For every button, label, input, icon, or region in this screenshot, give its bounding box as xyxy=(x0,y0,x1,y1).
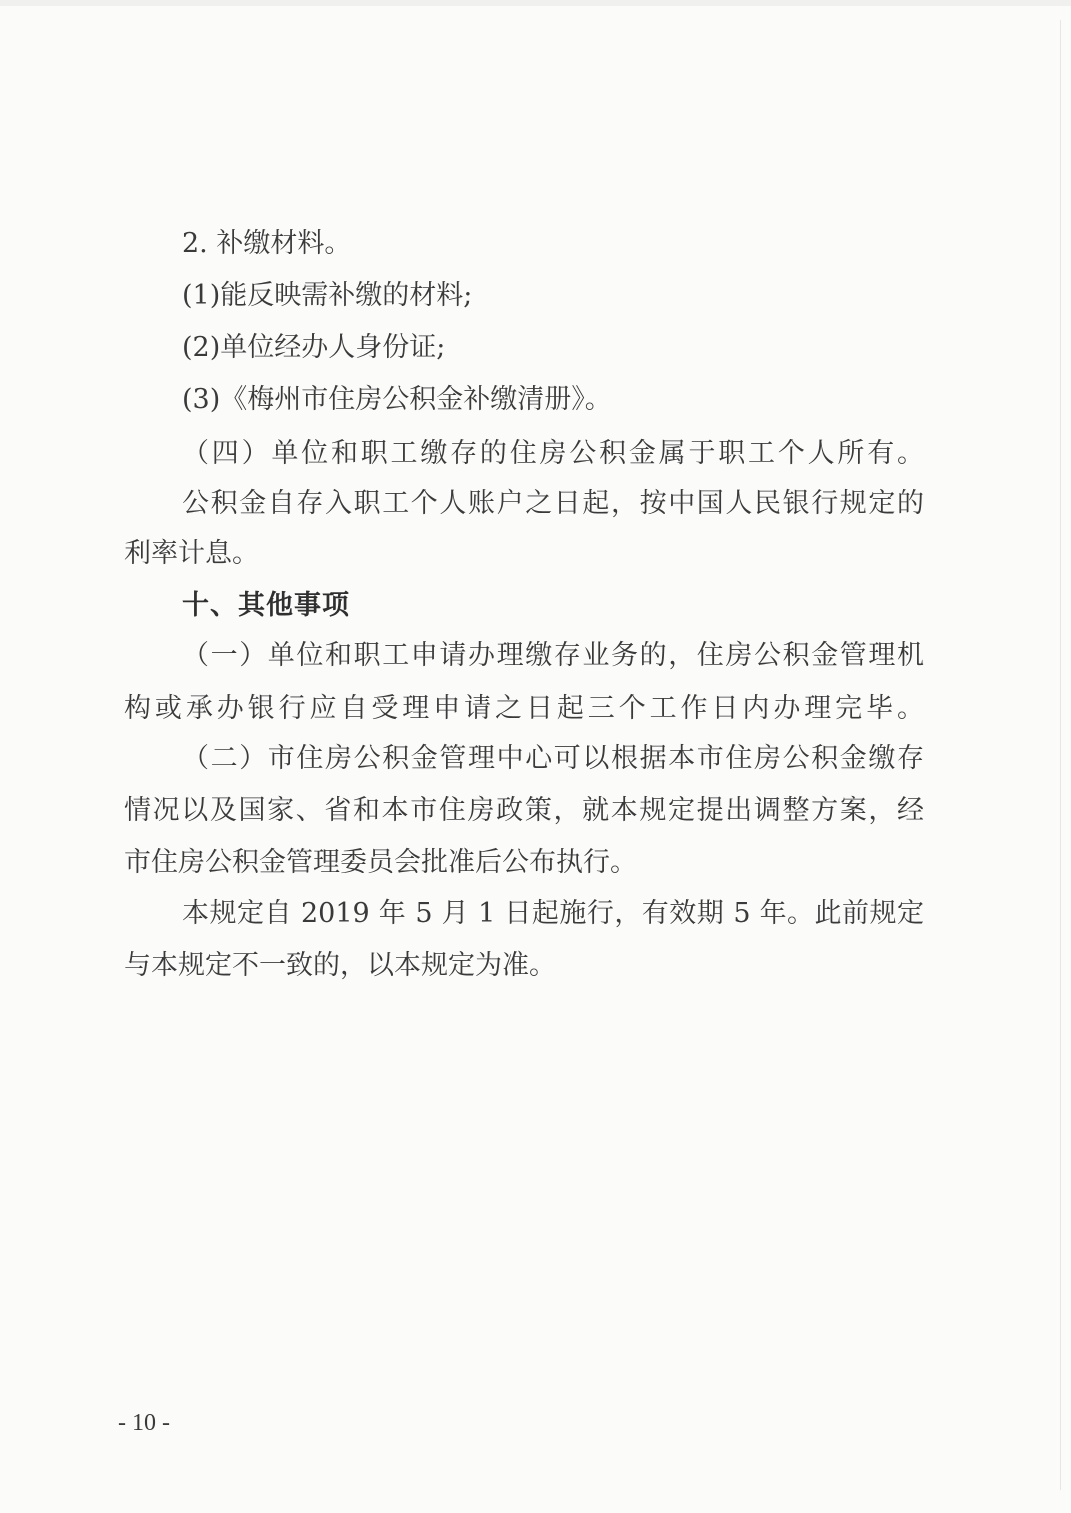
list-item-supplement-materials: (1)能反映需补缴的材料; xyxy=(182,280,473,311)
paragraph-adjustment-line-3: 市住房公积金管理委员会批准后公布执行。 xyxy=(124,847,637,878)
page-number: - 10 - xyxy=(118,1410,170,1436)
paragraph-adjustment-line-1: （二）市住房公积金管理中心可以根据本市住房公积金缴存 xyxy=(182,743,924,774)
section-heading-other-matters: 十、其他事项 xyxy=(182,590,350,621)
paragraph-supplement-materials-title: 2. 补缴材料。 xyxy=(182,228,352,259)
paragraph-processing-line-1: （一）单位和职工申请办理缴存业务的，住房公积金管理机 xyxy=(182,640,924,671)
paragraph-effective-date-line-2: 与本规定不一致的，以本规定为准。 xyxy=(124,950,556,981)
list-item-id-card: (2)单位经办人身份证; xyxy=(182,332,446,363)
paragraph-interest-line-2: 利率计息。 xyxy=(124,538,259,569)
paragraph-ownership: （四）单位和职工缴存的住房公积金属于职工个人所有。 xyxy=(182,438,924,469)
scan-top-edge xyxy=(0,0,1071,6)
paragraph-interest-line-1: 公积金自存入职工个人账户之日起，按中国人民银行规定的 xyxy=(182,488,924,519)
scan-right-edge xyxy=(1060,20,1061,1490)
paragraph-processing-line-2: 构或承办银行应自受理申请之日起三个工作日内办理完毕。 xyxy=(124,693,924,724)
paragraph-adjustment-line-2: 情况以及国家、省和本市住房政策，就本规定提出调整方案，经 xyxy=(124,795,924,826)
paragraph-effective-date-line-1: 本规定自 2019 年 5 月 1 日起施行，有效期 5 年。此前规定 xyxy=(182,898,924,929)
list-item-supplement-register: (3)《梅州市住房公积金补缴清册》。 xyxy=(182,384,612,415)
